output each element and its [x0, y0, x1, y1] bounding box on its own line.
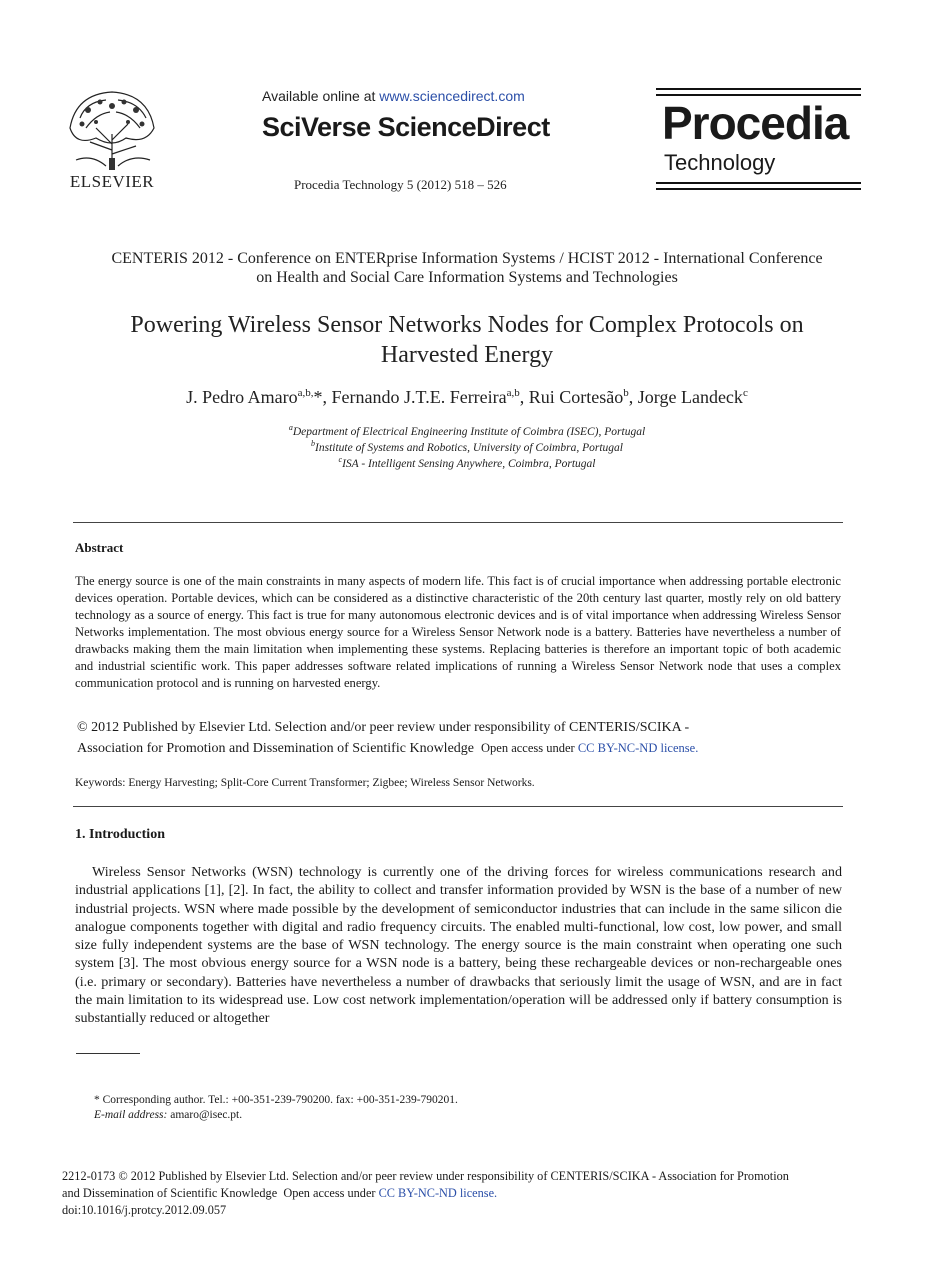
author: Fernando J.T.E. Ferreira	[331, 387, 507, 407]
page-footer: 2212-0173 © 2012 Published by Elsevier Ltd. Selection and/or peer review under responsibility of CENTERIS/SCIKA - Association for Promotion and Dissemination of Scientific Knowledge Open access under CC BY-NC-ND license. doi:10.1016/j.protcy.2012.09.057	[62, 1168, 846, 1219]
affiliation: $^c$ISA - Intelligent Sensing Anywhere, Coimbra, Portugal	[338, 455, 596, 470]
elsevier-tree-icon	[66, 88, 158, 172]
logo-top-bars	[656, 88, 861, 96]
author-list: J. Pedro Amaro$^{a,b,}$*, Fernando J.T.E. Ferreira$^{a,b}$, Rui Cortesão$^b$, Jorge Landeck$^c$	[186, 387, 748, 407]
copyright-notice: © 2012 Published by Elsevier Ltd. Selection and/or peer review under responsibility of CENTERIS/SCIKA - Association for Promotion and Dissemination of Scientific Knowledge Open access under CC BY-NC-ND license.	[77, 720, 699, 756]
footnote-rule	[76, 1053, 140, 1054]
journal-reference: Procedia Technology 5 (2012) 518 – 526	[294, 177, 507, 192]
logo-bottom-bars	[656, 182, 861, 190]
procedia-technology-logo	[656, 88, 861, 190]
conference-name: CENTERIS 2012 - Conference on ENTERprise Information Systems / HCIST 2012 - International Conference on Health and Social Care Information Systems and Technologies	[111, 250, 823, 286]
section-heading-introduction: 1. Introduction	[75, 827, 165, 842]
affiliation: $^b$Institute of Systems and Robotics, University of Coimbra, Portugal	[311, 439, 623, 454]
divider	[73, 806, 843, 807]
author: Rui Cortesão	[528, 387, 624, 407]
available-online: Available online at www.sciencedirect.com	[262, 88, 525, 104]
abstract-text: The energy source is one of the main constraints in many aspects of modern life. This fact is of crucial importance when addressing portable electronic devices operation. Portable devices, which can be considered as a distinctive characteristic of the 20th century last quarter, mostly rely on old battery technology as a source of energy. This fact is true for many autonomous electronic devices and is of vital importance when addressing Wireless Sensor Networks implementation. The most obvious energy source for a Wireless Sensor Network node is a battery. Batteries have nevertheless a number of drawbacks making them the main limitation when implementing these systems. Replacing batteries is therefore an important topic of both academic and industrial scientific work. This paper addresses software related implications of running a Wireless Sensor Network node that uses a complex communication protocol and is running on harvested energy.	[75, 574, 841, 690]
sciencedirect-link[interactable]: www.sciencedirect.com	[379, 88, 525, 104]
technology-wordmark: Technology	[664, 150, 776, 175]
abstract-heading: Abstract	[75, 540, 124, 555]
sciverse-sciencedirect-logo: SciVerse ScienceDirect	[262, 112, 550, 142]
paper-title: Powering Wireless Sensor Networks Nodes for Complex Protocols on Harvested Energy	[130, 312, 804, 368]
procedia-wordmark: Procedia	[662, 97, 849, 149]
elsevier-wordmark: ELSEVIER	[69, 172, 155, 191]
corresponding-author-note: * Corresponding author. Tel.: +00-351-239-790200. fax: +00-351-239-790201.	[94, 1094, 458, 1106]
doi: doi:10.1016/j.protcy.2012.09.057	[62, 1203, 227, 1217]
divider	[73, 522, 843, 523]
keywords: Keywords: Energy Harvesting; Split-Core Current Transformer; Zigbee; Wireless Sensor Networks.	[75, 777, 535, 789]
footer-license-link[interactable]: CC BY-NC-ND license.	[378, 1186, 498, 1200]
introduction-text: Wireless Sensor Networks (WSN) technology is currently one of the driving forces for wireless communications research and industrial applications [1], [2]. In fact, the ability to collect and transfer information provided by WSN is the base of a number of new industrial projects. WSN where made possible by the development of semiconductor industries that can include in the same silicon die analogue components together with digital and radio frequency circuits. The enabled multi-functional, low cost, low power, and small size fully independent systems are the base of WSN technology. The energy source is the main constraint when operating one such system [3]. The most obvious energy source for a WSN node is a battery, being these rechargeable devices or non-rechargeable ones (i.e. primary or secondary). Batteries have nevertheless a number of drawbacks that seriously limit the usage of WSN, and are in fact the main limitation to its widespread use. Low cost network implementation/operation will be addressed only if battery consumption is substantially reduced or altogether	[75, 864, 842, 1027]
author: Jorge Landeck	[637, 387, 743, 407]
license-link[interactable]: CC BY-NC-ND license.	[577, 741, 699, 755]
affiliation: $^a$Department of Electrical Engineering Institute of Coimbra (ISEC), Portugal	[288, 423, 646, 438]
email-note: E-mail address: amaro@isec.pt.	[94, 1109, 243, 1121]
author: J. Pedro Amaro	[186, 387, 298, 407]
